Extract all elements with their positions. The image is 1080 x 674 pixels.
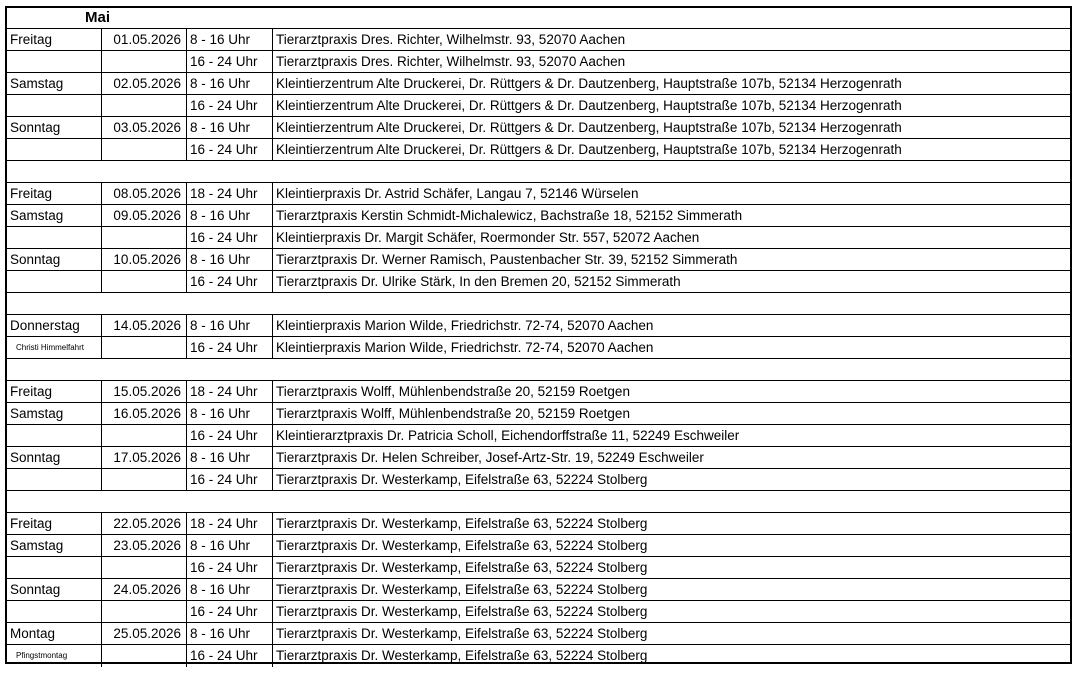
spacer-row xyxy=(7,293,1070,315)
table-row xyxy=(7,183,1070,205)
table-row xyxy=(7,271,1070,293)
date-cell xyxy=(102,337,187,358)
practice-cell: Kleintierpraxis Dr. Astrid Schäfer, Langau 7, 52146 Würselen xyxy=(276,186,639,201)
holiday-cell: Christi Himmelfahrt xyxy=(7,337,102,358)
practice-cell: Tierarztpraxis Kerstin Schmidt-Michalewicz, Bachstraße 18, 52152 Simmerath xyxy=(276,208,743,223)
date-cell xyxy=(102,557,187,578)
table-row xyxy=(7,513,1070,535)
practice-cell: Tierarztpraxis Dr. Ulrike Stärk, In den Bremen 20, 52152 Simmerath xyxy=(276,274,681,289)
practice-cell: Tierarztpraxis Dres. Richter, Wilhelmstr. 93, 52070 Aachen xyxy=(276,32,626,47)
time-cell: 8 - 16 Uhr xyxy=(187,117,273,138)
practice-cell: Kleintierpraxis Marion Wilde, Friedrichstr. 72-74, 52070 Aachen xyxy=(276,318,654,333)
spacer-row xyxy=(7,161,1070,183)
table-row xyxy=(7,469,1070,491)
practice-cell: Kleintierzentrum Alte Druckerei, Dr. Rüttgers & Dr. Dautzenberg, Hauptstraße 107b, 52134 Herzogenrath xyxy=(276,98,902,113)
weekday-cell xyxy=(7,601,102,622)
practice-cell: Kleintierzentrum Alte Druckerei, Dr. Rüttgers & Dr. Dautzenberg, Hauptstraße 107b, 52134 Herzogenrath xyxy=(276,120,902,135)
weekday-cell xyxy=(7,227,102,248)
time-cell: 16 - 24 Uhr xyxy=(187,601,273,622)
time-cell: 16 - 24 Uhr xyxy=(187,645,273,667)
table-row xyxy=(7,249,1070,271)
time-cell: 8 - 16 Uhr xyxy=(187,447,273,468)
time-cell: 18 - 24 Uhr xyxy=(187,381,273,402)
weekday-cell xyxy=(7,469,102,490)
date-cell: 16.05.2026 xyxy=(102,403,187,424)
table-row xyxy=(7,557,1070,579)
practice-cell: Kleintierzentrum Alte Druckerei, Dr. Rüttgers & Dr. Dautzenberg, Hauptstraße 107b, 52134 Herzogenrath xyxy=(276,76,902,91)
weekday-cell: Donnerstag xyxy=(7,315,102,336)
table-row xyxy=(7,601,1070,623)
table-row xyxy=(7,535,1070,557)
month-header-row xyxy=(7,8,1070,29)
date-cell: 09.05.2026 xyxy=(102,205,187,226)
date-cell: 24.05.2026 xyxy=(102,579,187,600)
time-cell: 18 - 24 Uhr xyxy=(187,183,273,204)
weekday-cell: Freitag xyxy=(7,513,102,534)
date-cell: 14.05.2026 xyxy=(102,315,187,336)
date-cell: 25.05.2026 xyxy=(102,623,187,644)
practice-cell: Tierarztpraxis Dres. Richter, Wilhelmstr. 93, 52070 Aachen xyxy=(276,54,626,69)
practice-cell: Tierarztpraxis Wolff, Mühlenbendstraße 20, 52159 Roetgen xyxy=(276,384,630,399)
practice-cell: Kleintierzentrum Alte Druckerei, Dr. Rüttgers & Dr. Dautzenberg, Hauptstraße 107b, 52134 Herzogenrath xyxy=(276,142,902,157)
weekday-cell: Sonntag xyxy=(7,447,102,468)
weekday-cell xyxy=(7,139,102,160)
weekday-cell: Samstag xyxy=(7,205,102,226)
practice-cell: Tierarztpraxis Dr. Westerkamp, Eifelstraße 63, 52224 Stolberg xyxy=(276,538,648,553)
practice-cell: Tierarztpraxis Dr. Werner Ramisch, Paustenbacher Str. 39, 52152 Simmerath xyxy=(276,252,738,267)
weekday-cell xyxy=(7,425,102,446)
weekday-cell xyxy=(7,557,102,578)
date-cell: 22.05.2026 xyxy=(102,513,187,534)
table-row xyxy=(7,29,1070,51)
date-cell: 08.05.2026 xyxy=(102,183,187,204)
spacer-row xyxy=(7,359,1070,381)
date-cell: 10.05.2026 xyxy=(102,249,187,270)
table-row xyxy=(7,645,1070,667)
date-cell: 17.05.2026 xyxy=(102,447,187,468)
date-cell: 02.05.2026 xyxy=(102,73,187,94)
table-row xyxy=(7,623,1070,645)
time-cell: 16 - 24 Uhr xyxy=(187,227,273,248)
practice-cell: Tierarztpraxis Dr. Westerkamp, Eifelstraße 63, 52224 Stolberg xyxy=(276,472,648,487)
weekday-cell xyxy=(7,95,102,116)
table-row xyxy=(7,337,1070,359)
time-cell: 8 - 16 Uhr xyxy=(187,73,273,94)
practice-cell: Tierarztpraxis Dr. Westerkamp, Eifelstraße 63, 52224 Stolberg xyxy=(276,648,648,663)
table-row xyxy=(7,139,1070,161)
weekday-cell: Samstag xyxy=(7,73,102,94)
table-row xyxy=(7,425,1070,447)
weekday-cell: Freitag xyxy=(7,183,102,204)
practice-cell: Kleintierpraxis Dr. Margit Schäfer, Roermonder Str. 557, 52072 Aachen xyxy=(276,230,700,245)
table-row xyxy=(7,117,1070,139)
weekday-cell: Montag xyxy=(7,623,102,644)
time-cell: 16 - 24 Uhr xyxy=(187,139,273,160)
time-cell: 8 - 16 Uhr xyxy=(187,29,273,50)
date-cell: 15.05.2026 xyxy=(102,381,187,402)
date-cell xyxy=(102,51,187,72)
time-cell: 16 - 24 Uhr xyxy=(187,337,273,358)
table-row xyxy=(7,227,1070,249)
date-cell xyxy=(102,271,187,292)
time-cell: 8 - 16 Uhr xyxy=(187,623,273,644)
time-cell: 8 - 16 Uhr xyxy=(187,249,273,270)
date-cell xyxy=(102,95,187,116)
date-cell xyxy=(102,425,187,446)
table-row xyxy=(7,205,1070,227)
time-cell: 16 - 24 Uhr xyxy=(187,271,273,292)
practice-cell: Tierarztpraxis Dr. Westerkamp, Eifelstraße 63, 52224 Stolberg xyxy=(276,582,648,597)
practice-cell: Tierarztpraxis Dr. Westerkamp, Eifelstraße 63, 52224 Stolberg xyxy=(276,516,648,531)
date-cell xyxy=(102,645,187,667)
table-row xyxy=(7,381,1070,403)
date-cell xyxy=(102,601,187,622)
time-cell: 16 - 24 Uhr xyxy=(187,425,273,446)
schedule-table xyxy=(5,6,1072,664)
practice-cell: Kleintierpraxis Marion Wilde, Friedrichstr. 72-74, 52070 Aachen xyxy=(276,340,654,355)
time-cell: 8 - 16 Uhr xyxy=(187,579,273,600)
date-cell xyxy=(102,227,187,248)
date-cell xyxy=(102,139,187,160)
weekday-cell xyxy=(7,271,102,292)
date-cell xyxy=(102,469,187,490)
month-title: Mai xyxy=(85,9,111,26)
weekday-cell: Freitag xyxy=(7,29,102,50)
weekday-cell: Sonntag xyxy=(7,249,102,270)
holiday-cell: Pfingstmontag xyxy=(7,645,102,667)
practice-cell: Tierarztpraxis Dr. Westerkamp, Eifelstraße 63, 52224 Stolberg xyxy=(276,560,648,575)
practice-cell: Tierarztpraxis Wolff, Mühlenbendstraße 20, 52159 Roetgen xyxy=(276,406,630,421)
table-row xyxy=(7,51,1070,73)
date-cell: 01.05.2026 xyxy=(102,29,187,50)
table-row xyxy=(7,73,1070,95)
weekday-cell: Freitag xyxy=(7,381,102,402)
table-row xyxy=(7,315,1070,337)
table-row xyxy=(7,403,1070,425)
date-cell: 03.05.2026 xyxy=(102,117,187,138)
time-cell: 8 - 16 Uhr xyxy=(187,535,273,556)
time-cell: 16 - 24 Uhr xyxy=(187,51,273,72)
practice-cell: Tierarztpraxis Dr. Westerkamp, Eifelstraße 63, 52224 Stolberg xyxy=(276,604,648,619)
time-cell: 16 - 24 Uhr xyxy=(187,95,273,116)
time-cell: 16 - 24 Uhr xyxy=(187,469,273,490)
table-row xyxy=(7,95,1070,117)
schedule-rows xyxy=(7,29,1070,667)
table-row xyxy=(7,447,1070,469)
weekday-cell: Samstag xyxy=(7,403,102,424)
weekday-cell: Samstag xyxy=(7,535,102,556)
time-cell: 18 - 24 Uhr xyxy=(187,513,273,534)
weekday-cell xyxy=(7,51,102,72)
table-row xyxy=(7,579,1070,601)
practice-cell: Tierarztpraxis Dr. Westerkamp, Eifelstraße 63, 52224 Stolberg xyxy=(276,626,648,641)
spacer-row xyxy=(7,491,1070,513)
practice-cell: Tierarztpraxis Dr. Helen Schreiber, Josef-Artz-Str. 19, 52249 Eschweiler xyxy=(276,450,704,465)
time-cell: 8 - 16 Uhr xyxy=(187,403,273,424)
time-cell: 8 - 16 Uhr xyxy=(187,315,273,336)
weekday-cell: Sonntag xyxy=(7,579,102,600)
practice-cell: Kleintierarztpraxis Dr. Patricia Scholl, Eichendorffstraße 11, 52249 Eschweiler xyxy=(276,428,740,443)
date-cell: 23.05.2026 xyxy=(102,535,187,556)
time-cell: 8 - 16 Uhr xyxy=(187,205,273,226)
time-cell: 16 - 24 Uhr xyxy=(187,557,273,578)
weekday-cell: Sonntag xyxy=(7,117,102,138)
